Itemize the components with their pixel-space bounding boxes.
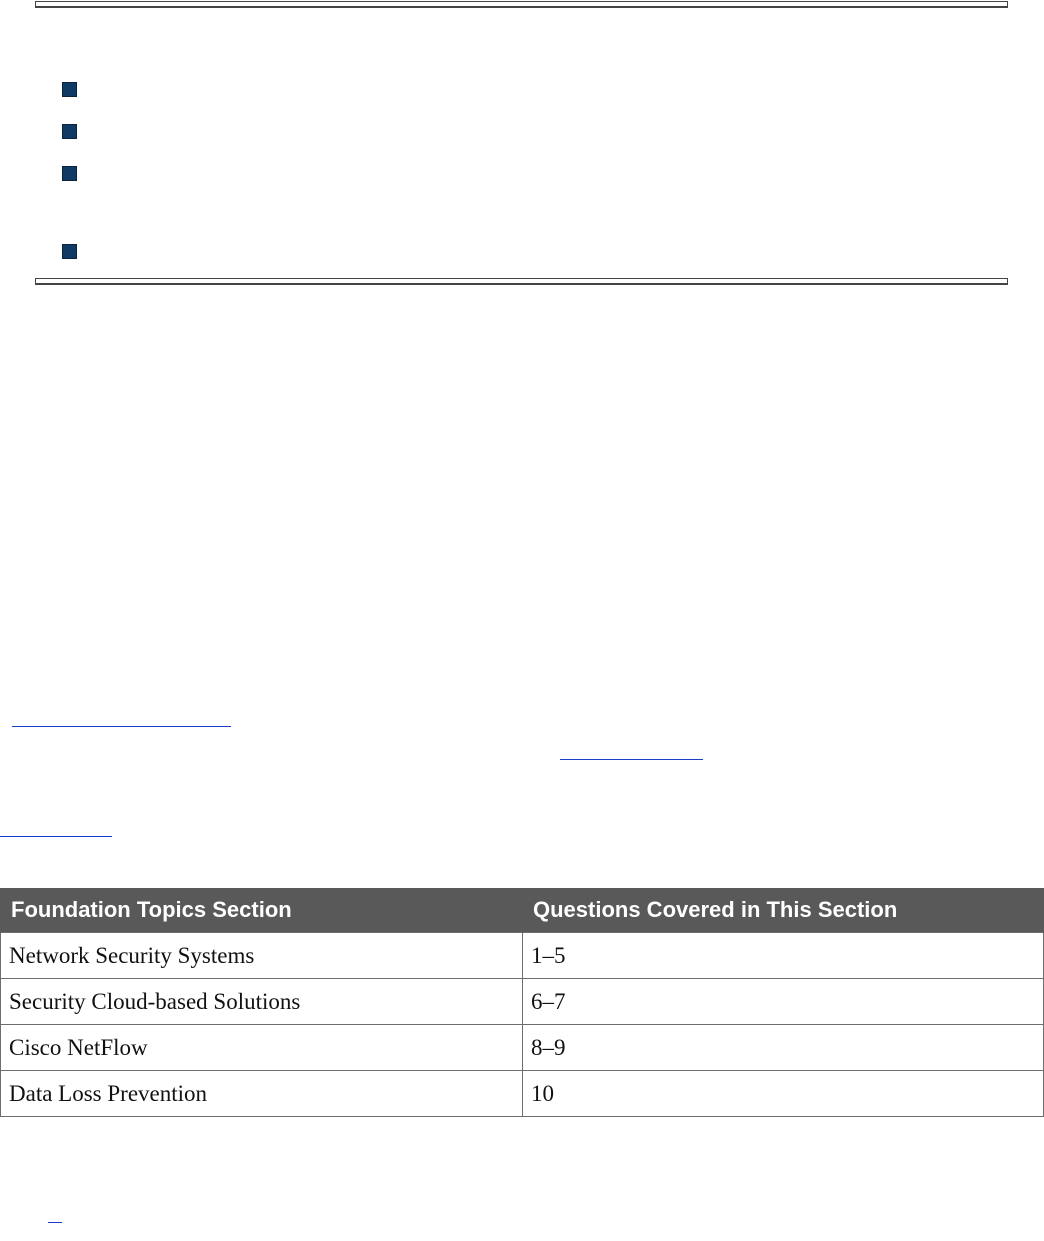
table-header-row (1, 888, 1044, 933)
table-cell-questions: 6–7 (523, 979, 1044, 1025)
table-cell-section: Network Security Systems (1, 933, 523, 979)
box-bottom-rule (35, 278, 1008, 285)
table-row (1, 933, 1044, 979)
bullet-square-icon (62, 244, 77, 259)
bullet-square-icon (62, 124, 77, 139)
table-cell-questions: 8–9 (523, 1025, 1044, 1071)
table-row (1, 1071, 1044, 1117)
header-questions-covered: Questions Covered in This Section (523, 888, 1044, 933)
link-2[interactable] (560, 759, 703, 760)
table-row (1, 979, 1044, 1025)
table-cell-questions: 1–5 (523, 933, 1044, 979)
box-top-rule (35, 1, 1008, 8)
bullet-square-icon (62, 82, 77, 97)
bullet-square-icon (62, 166, 77, 181)
table-cell-section: Security Cloud-based Solutions (1, 979, 523, 1025)
table-row (1, 1025, 1044, 1071)
header-foundation-topics-section: Foundation Topics Section (1, 888, 523, 933)
table-cell-section: Cisco NetFlow (1, 1025, 523, 1071)
table-cell-questions: 10 (523, 1071, 1044, 1117)
foundation-topics-table (0, 888, 1044, 1117)
link-1[interactable] (12, 726, 231, 727)
footnote-link[interactable] (48, 1222, 62, 1223)
table-cell-section: Data Loss Prevention (1, 1071, 523, 1117)
link-3[interactable] (0, 836, 112, 837)
